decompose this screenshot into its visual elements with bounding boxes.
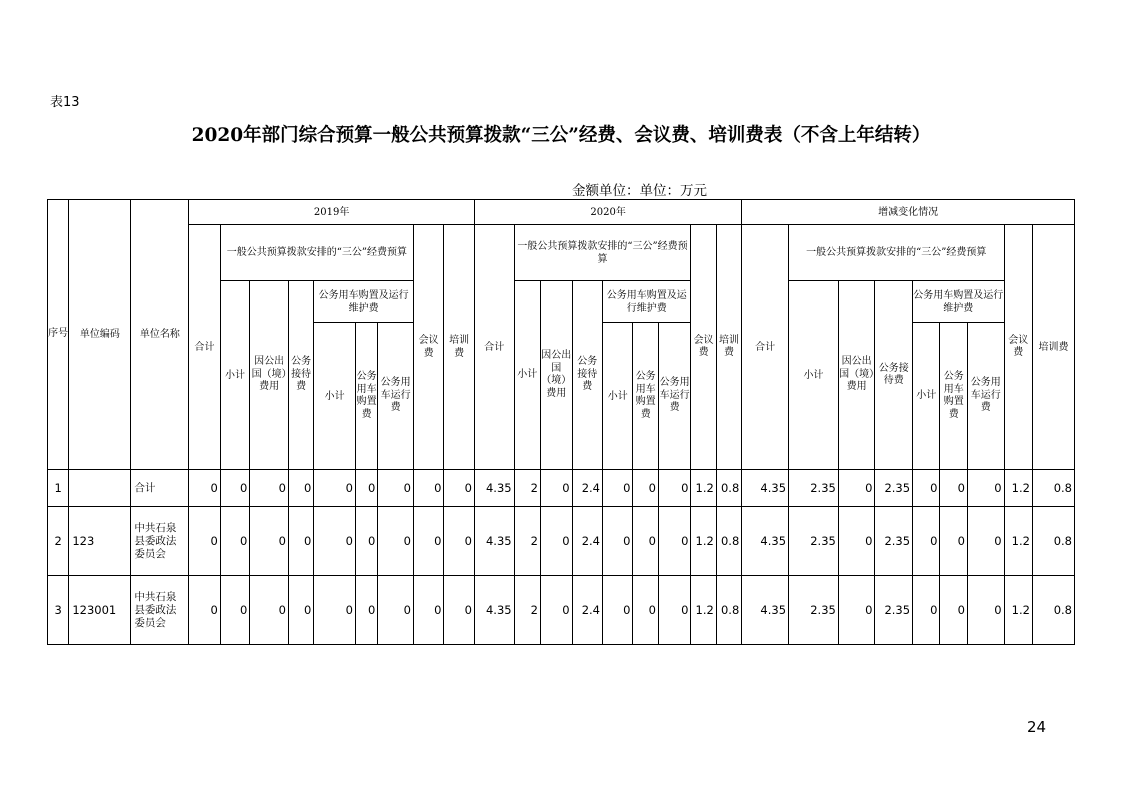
cell-value: 0 bbox=[940, 507, 967, 576]
cell-value: 0 bbox=[967, 470, 1004, 507]
header-reception-2019: 公务接待费 bbox=[288, 281, 313, 470]
header-subtotal-2020: 小计 bbox=[514, 281, 540, 470]
cell-value: 0 bbox=[413, 576, 443, 645]
cell-value: 4.35 bbox=[474, 507, 514, 576]
header-sangong-2019: 一般公共预算拨款安排的“三公”经费预算 bbox=[220, 225, 413, 281]
header-abroad-2020: 因公出国（境）费用 bbox=[541, 281, 573, 470]
header-meeting-change: 会议费 bbox=[1004, 225, 1032, 470]
cell-value: 0 bbox=[413, 507, 443, 576]
cell-value: 0.8 bbox=[1032, 507, 1074, 576]
cell-value: 2.35 bbox=[875, 507, 913, 576]
cell-value: 0 bbox=[413, 470, 443, 507]
header-car-purchase-2019: 公务用车购置费 bbox=[355, 323, 377, 470]
cell-value: 2.35 bbox=[789, 576, 839, 645]
header-car-purchase-change: 公务用车购置费 bbox=[940, 323, 967, 470]
cell-value: 4.35 bbox=[474, 470, 514, 507]
cell-value: 0 bbox=[220, 576, 249, 645]
cell-value: 0 bbox=[913, 576, 940, 645]
cell-value: 0 bbox=[250, 470, 289, 507]
cell-value: 0 bbox=[541, 576, 573, 645]
cell-value: 4.35 bbox=[474, 576, 514, 645]
cell-value: 0 bbox=[913, 470, 940, 507]
cell-value: 0 bbox=[658, 470, 691, 507]
cell-value: 2.35 bbox=[789, 507, 839, 576]
header-car-operation-2020: 公务用车运行费 bbox=[658, 323, 691, 470]
cell-value: 0 bbox=[633, 470, 658, 507]
cell-value: 0 bbox=[658, 507, 691, 576]
cell-value: 1.2 bbox=[691, 576, 716, 645]
cell-value: 2 bbox=[514, 507, 540, 576]
cell-value: 0 bbox=[940, 576, 967, 645]
header-car-operation-change: 公务用车运行费 bbox=[967, 323, 1004, 470]
header-car-group-2019: 公务用车购置及运行维护费 bbox=[314, 281, 414, 323]
header-unit-name: 单位名称 bbox=[131, 200, 189, 470]
amount-unit-label: 金额单位：单位：万元 bbox=[572, 183, 707, 199]
cell-seq: 2 bbox=[48, 507, 69, 576]
header-meeting-2020: 会议费 bbox=[691, 225, 716, 470]
header-year-2020: 2020年 bbox=[474, 200, 741, 225]
cell-value: 0.8 bbox=[716, 470, 741, 507]
header-total-2020: 合计 bbox=[474, 225, 514, 470]
cell-value: 1.2 bbox=[1004, 470, 1032, 507]
cell-value: 0 bbox=[220, 507, 249, 576]
cell-value: 1.2 bbox=[1004, 576, 1032, 645]
budget-table bbox=[47, 199, 1075, 645]
header-sangong-change: 一般公共预算拨款安排的“三公”经费预算 bbox=[789, 225, 1004, 281]
table-row bbox=[48, 470, 1075, 507]
cell-value: 4.35 bbox=[742, 470, 789, 507]
cell-value: 0 bbox=[378, 470, 414, 507]
cell-value: 0.8 bbox=[1032, 576, 1074, 645]
header-unit-code: 单位编码 bbox=[69, 200, 131, 470]
cell-unit-name: 中共石泉县委政法委员会 bbox=[131, 576, 189, 645]
cell-value: 0 bbox=[378, 576, 414, 645]
header-car-group-2020: 公务用车购置及运行维护费 bbox=[603, 281, 691, 323]
cell-value: 0.8 bbox=[716, 576, 741, 645]
header-training-change: 培训费 bbox=[1032, 225, 1074, 470]
cell-value: 0 bbox=[189, 470, 221, 507]
cell-value: 0 bbox=[250, 507, 289, 576]
cell-value: 0 bbox=[314, 576, 356, 645]
header-change: 增减变化情况 bbox=[742, 200, 1075, 225]
header-sangong-2020: 一般公共预算拨款安排的“三公”经费预算 bbox=[514, 225, 691, 281]
header-total-change: 合计 bbox=[742, 225, 789, 470]
cell-value: 2.4 bbox=[572, 470, 602, 507]
cell-value: 0 bbox=[288, 470, 313, 507]
header-car-purchase-2020: 公务用车购置费 bbox=[633, 323, 658, 470]
cell-value: 0 bbox=[314, 470, 356, 507]
cell-value: 1.2 bbox=[1004, 507, 1032, 576]
header-training-2019: 培训费 bbox=[444, 225, 475, 470]
header-meeting-2019: 会议费 bbox=[413, 225, 443, 470]
cell-unit-name: 中共石泉县委政法委员会 bbox=[131, 507, 189, 576]
header-abroad-2019: 因公出国（境）费用 bbox=[250, 281, 289, 470]
cell-value: 0 bbox=[967, 576, 1004, 645]
header-car-operation-2019: 公务用车运行费 bbox=[378, 323, 414, 470]
header-total-2019: 合计 bbox=[189, 225, 221, 470]
cell-unit-code: 123 bbox=[69, 507, 131, 576]
cell-value: 0 bbox=[967, 507, 1004, 576]
cell-value: 0 bbox=[355, 576, 377, 645]
header-car-group-change: 公务用车购置及运行维护费 bbox=[913, 281, 1004, 323]
cell-value: 0 bbox=[189, 576, 221, 645]
cell-value: 0 bbox=[633, 507, 658, 576]
cell-value: 0 bbox=[603, 470, 633, 507]
cell-seq: 3 bbox=[48, 576, 69, 645]
cell-value: 0 bbox=[355, 507, 377, 576]
cell-value: 2.35 bbox=[875, 576, 913, 645]
header-year-2019: 2019年 bbox=[189, 200, 475, 225]
header-reception-change: 公务接待费 bbox=[875, 281, 913, 470]
cell-value: 0 bbox=[355, 470, 377, 507]
table-row bbox=[48, 576, 1075, 645]
cell-value: 1.2 bbox=[691, 507, 716, 576]
table-row bbox=[48, 507, 1075, 576]
cell-value: 0 bbox=[288, 507, 313, 576]
header-reception-2020: 公务接待费 bbox=[572, 281, 602, 470]
cell-value: 0 bbox=[838, 576, 875, 645]
cell-value: 0 bbox=[658, 576, 691, 645]
cell-value: 0 bbox=[288, 576, 313, 645]
cell-seq: 1 bbox=[48, 470, 69, 507]
cell-value: 0 bbox=[541, 507, 573, 576]
cell-value: 0.8 bbox=[716, 507, 741, 576]
header-subtotal-change: 小计 bbox=[789, 281, 839, 470]
cell-value: 2 bbox=[514, 576, 540, 645]
cell-value: 0 bbox=[378, 507, 414, 576]
header-car-subtotal-2019: 小计 bbox=[314, 323, 356, 470]
cell-value: 0 bbox=[444, 470, 475, 507]
cell-value: 0 bbox=[541, 470, 573, 507]
cell-value: 4.35 bbox=[742, 576, 789, 645]
header-training-2020: 培训费 bbox=[716, 225, 741, 470]
header-car-subtotal-2020: 小计 bbox=[603, 323, 633, 470]
cell-value: 2.35 bbox=[789, 470, 839, 507]
cell-value: 0 bbox=[444, 507, 475, 576]
cell-value: 0 bbox=[220, 470, 249, 507]
cell-value: 0 bbox=[603, 576, 633, 645]
cell-value: 1.2 bbox=[691, 470, 716, 507]
cell-unit-code: 123001 bbox=[69, 576, 131, 645]
cell-value: 4.35 bbox=[742, 507, 789, 576]
cell-value: 0 bbox=[189, 507, 221, 576]
header-subtotal-2019: 小计 bbox=[220, 281, 249, 470]
cell-value: 0 bbox=[444, 576, 475, 645]
cell-value: 0 bbox=[838, 507, 875, 576]
cell-value: 0 bbox=[314, 507, 356, 576]
page-title: 2020年部门综合预算一般公共预算拨款“三公”经费、会议费、培训费表（不含上年结转） bbox=[191, 125, 931, 146]
cell-value: 2 bbox=[514, 470, 540, 507]
cell-value: 0.8 bbox=[1032, 470, 1074, 507]
cell-value: 0 bbox=[913, 507, 940, 576]
header-car-subtotal-change: 小计 bbox=[913, 323, 940, 470]
cell-unit-code bbox=[69, 470, 131, 507]
cell-unit-name: 合计 bbox=[131, 470, 189, 507]
cell-value: 0 bbox=[838, 470, 875, 507]
table-number: 表13 bbox=[50, 95, 80, 110]
cell-value: 2.4 bbox=[572, 507, 602, 576]
cell-value: 0 bbox=[250, 576, 289, 645]
cell-value: 0 bbox=[603, 507, 633, 576]
page-number: 24 bbox=[1027, 718, 1047, 736]
header-seq: 序号 bbox=[48, 200, 69, 470]
cell-value: 0 bbox=[940, 470, 967, 507]
header-abroad-change: 因公出国（境）费用 bbox=[838, 281, 875, 470]
cell-value: 2.35 bbox=[875, 470, 913, 507]
cell-value: 2.4 bbox=[572, 576, 602, 645]
cell-value: 0 bbox=[633, 576, 658, 645]
